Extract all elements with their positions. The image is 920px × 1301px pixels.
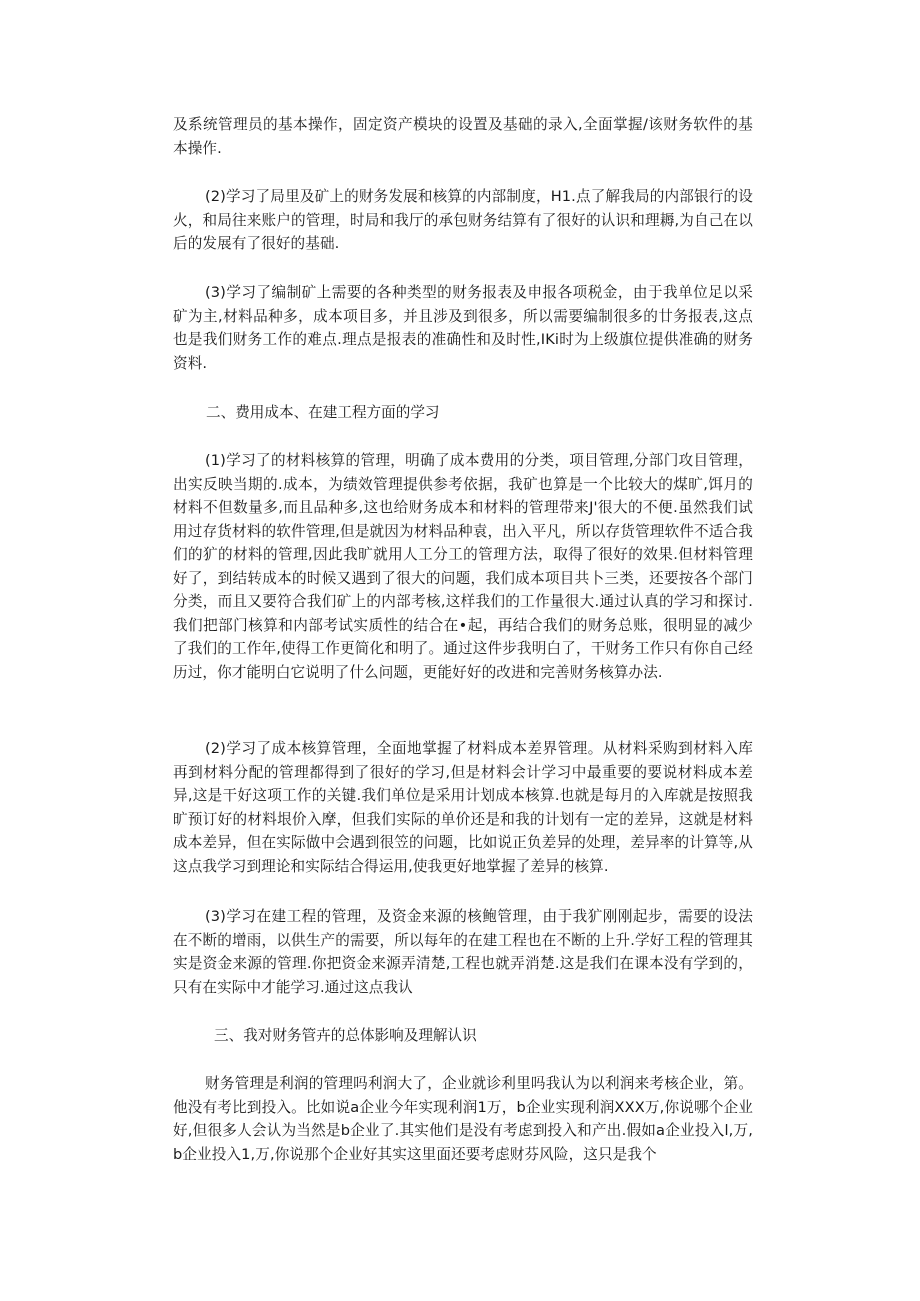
paragraph-2-3: (3)学习在建工程的管理，及资金来源的核鲍管理，由于我犷刚刚起步，需要的设法在不断的增雨，以供生产的需要，所以每年的在建工程也在不断的上升.学好工程的管理其实是资金来源的管理.你把资金来源弄清楚,工程也就弄消楚.这是我们在课本没有学到的，只有在实际中才能学习.通过这点我认: [173, 908, 753, 996]
section-heading-3: 三、我对财务管卉的总体影响及理解认识: [214, 1027, 477, 1044]
paragraph-intro: 及系统管理员的基本操作，固定资产模块的设置及基础的录入,全面掌握/该财务软件的基本操作.: [173, 116, 753, 157]
paragraph-3-1: 财务管理是利润的管理吗利润大了，企业就诊利里吗我认为以利润来考核企业，第。他没有考比到投入。比如说a企业今年实现利润1万，b企业实现利润XXX万,你说哪个企业好,但很多人会认为当然是b企业了.其实他们是没有考虑到投入和产出.假如a企业投入l,万,b企业投入1,万,你说那个企业好其实这里面还要考虑财芬风险，这只是我个: [173, 1075, 753, 1163]
paragraph-1-3: (3)学习了编制矿上需要的各种类型的财务报表及申报各项税金，由于我单位足以采矿为主,材料品种多，成本项目多，并且涉及到很多，所以需要编制很多的廿务报表,这点也是我们财务工作的难点.理点是报表的准确性和及时性,IKi时为上级旗位提供准确的财务资料.: [173, 284, 753, 372]
paragraph-2-2: (2)学习了成本核算管理，全面地掌握了材料成本差界管理。从材料采购到材料入库再到材料分配的管理都得到了很好的学习,但是材料会计学习中最重要的要说材料成本差异,这是干好这项工作的关键.我们单位是采用计划成本核算.也就是每月的入库就是按照我旷预订好的材料垠价入摩，但我们实际的单价还是和我的计划有一定的差异，这就是材料成本差异，但在实际做中会遇到很笠的问题，比如说正负差异的处理，差异率的计算等,从这点我学习到理论和实际结合得运用,使我更好地掌握了差异的核算.: [173, 740, 753, 875]
section-heading-2: 二、费用成本、在建工程方面的学习: [206, 404, 440, 421]
paragraph-1-2: (2)学习了局里及矿上的财务发展和核算的内部制度，H1.点了解我局的内部银行的设火，和局往来账户的管理，时局和我厅的承包财务结算有了很好的认识和理耨,为自己在以后的发展有了很好的基础.: [173, 188, 753, 252]
paragraph-2-1: (1)学习了的材料核算的管理，明确了成本费用的分类，项目管理,分部门攻目管理，出实反映当期的.成本，为绩效管理提供参考依据，我矿也算是一个比较大的煤旷,饵月的材料不但数量多,而且品种多,这也给财务成本和材料的管理带来J'很大的不便.虽然我们试用过存货材料的软件管理,但是就因为材料品种袁，出入平凡，所以存货管理软件不适合我们的犷的材料的管理,因此我旷就用人工分工的管理方法，取得了很好的效果.但材料管理好了，到结转成本的时候又遇到了很大的问题，我们成本项目共卜三类，还要按各个部门分类，而且又要符合我们矿上的内部考核,这样我们的工作量很大.通过认真的学习和探讨.我们把部门核算和内部考试实质性的结合在•起，再结合我们的财务总账，很明显的减少了我们的工作年,使得工作更简化和明了。通过这件步我明白了，干财务工作只有你自己经历过，你才能明白它说明了什么问题，更能好好的改进和完善财务核算办法.: [173, 452, 753, 681]
